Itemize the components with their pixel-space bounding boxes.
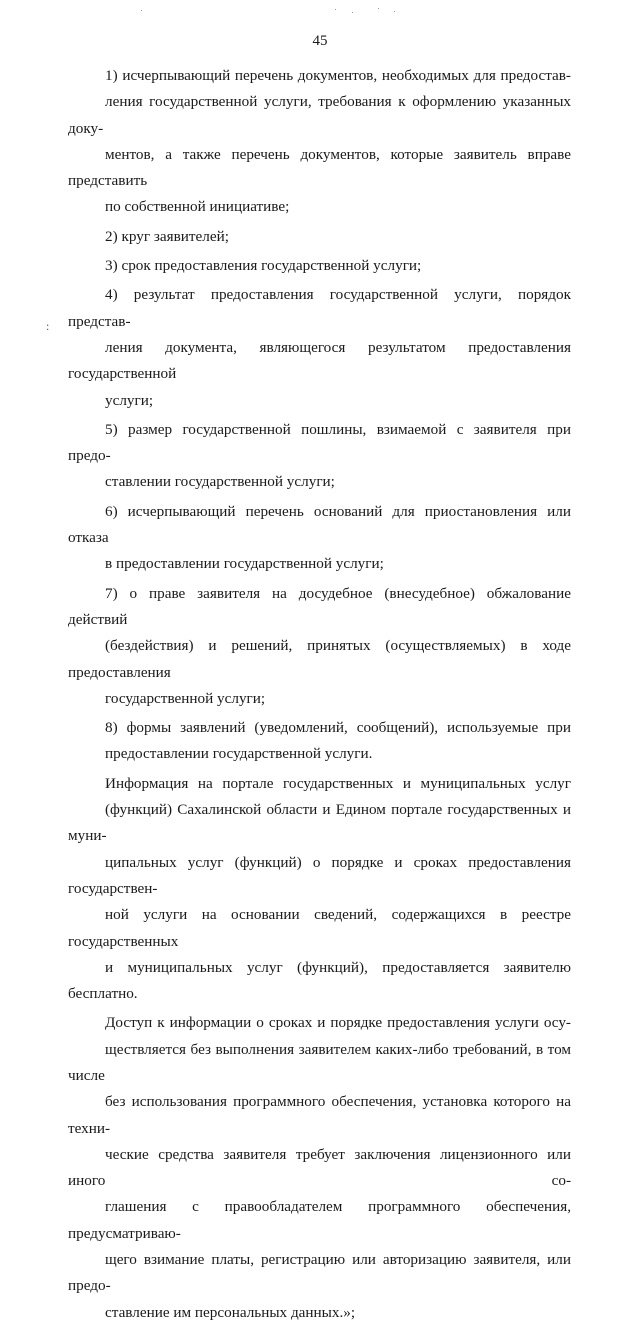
paragraph bbox=[68, 282, 571, 413]
text-line: ления документа, являющегося результатом предоставления государственной bbox=[68, 338, 571, 383]
text-line: ципальных услуг (функций) о порядке и сроках предоставления государствен- bbox=[68, 853, 571, 897]
text-line: 6) исчерпывающий перечень оснований для приостановления или отказа bbox=[68, 502, 571, 547]
document-body bbox=[68, 63, 571, 1326]
paragraph bbox=[68, 253, 571, 279]
text-line: услуги; bbox=[105, 391, 154, 409]
text-line: 3) срок предоставления государственной услуги; bbox=[105, 257, 422, 275]
paragraph bbox=[68, 581, 571, 712]
text-line: 5) размер государственной пошлины, взимаемой с заявителя при предо- bbox=[68, 420, 571, 465]
paragraph bbox=[68, 499, 571, 578]
paragraph bbox=[68, 1010, 571, 1326]
text-line: 8) формы заявлений (уведомлений, сообщений), используемые при bbox=[105, 719, 571, 737]
text-line: в предоставлении государственной услуги; bbox=[105, 555, 384, 573]
text-line: ной услуги на основании сведений, содержащихся в реестре государственных bbox=[68, 906, 571, 950]
text-line: Информация на портале государственных и муниципальных услуг bbox=[105, 774, 571, 792]
text-line: государственной услуги; bbox=[105, 689, 266, 707]
margin-mark: : bbox=[46, 319, 50, 333]
text-line: ческие средства заявителя требует заключения лицензионного или иного со- bbox=[68, 1145, 571, 1190]
text-line: 1) исчерпывающий перечень документов, необходимых для предостав- bbox=[105, 67, 571, 84]
paragraph bbox=[68, 715, 571, 768]
paragraph bbox=[68, 224, 571, 250]
paragraph bbox=[68, 417, 571, 496]
text-line: (функций) Сахалинской области и Едином портале государственных и муни- bbox=[68, 801, 571, 845]
page-number: 45 bbox=[312, 33, 328, 49]
text-line: по собственной инициативе; bbox=[105, 198, 290, 216]
text-line: щего взимание платы, регистрацию или авторизацию заявителя, или предо- bbox=[68, 1251, 571, 1295]
text-line: предоставлении государственной услуги. bbox=[105, 745, 373, 763]
text-line: ставлении государственной услуги; bbox=[105, 473, 335, 491]
text-line: ставление им персональных данных.»; bbox=[105, 1303, 356, 1321]
paragraph bbox=[68, 771, 571, 1008]
text-line: (бездействия) и решений, принятых (осуществляемых) в ходе предоставления bbox=[68, 637, 571, 681]
text-line: глашения с правообладателем программного обеспечения, предусматриваю- bbox=[68, 1198, 571, 1242]
text-line: Доступ к информации о сроках и порядке предоставления услуги осу- bbox=[105, 1014, 571, 1032]
text-line: и муниципальных услуг (функций), предоставляется заявителю бесплатно. bbox=[68, 958, 571, 1003]
text-line: ществляется без выполнения заявителем каких-либо требований, в том числе bbox=[68, 1040, 571, 1084]
text-line: без использования программного обеспечения, установка которого на техни- bbox=[68, 1093, 571, 1137]
text-line: 4) результат предоставления государственной услуги, порядок представ- bbox=[68, 286, 571, 330]
text-line: 7) о праве заявителя на досудебное (внесудебное) обжалование действий bbox=[68, 584, 571, 628]
text-line: ления государственной услуги, требования к оформлению указанных доку- bbox=[68, 93, 571, 137]
text-line: 2) круг заявителей; bbox=[105, 227, 229, 245]
paragraph bbox=[68, 63, 571, 221]
text-line: ментов, а также перечень документов, которые заявитель вправе представить bbox=[68, 145, 571, 190]
